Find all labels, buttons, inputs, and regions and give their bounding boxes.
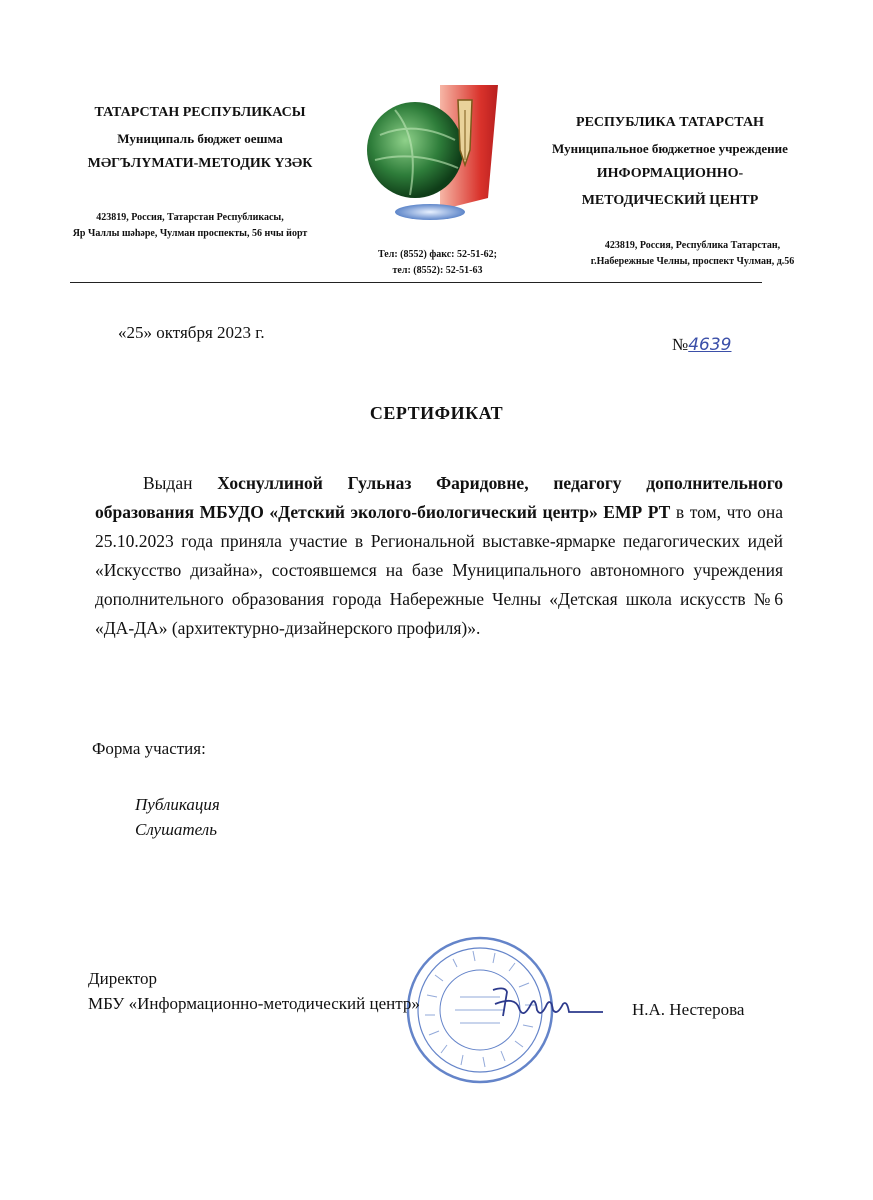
signatory-title: Директор: [88, 969, 157, 988]
header-right: [520, 110, 820, 214]
header-left-republic: ТАТАРСТАН РЕСПУБЛИКАСЫ: [94, 105, 306, 120]
header-left-org-name: МӘГЪЛҮМАТИ-МЕТОДИК ҮЗӘК: [87, 156, 313, 172]
document-date: «25» октября 2023 г.: [118, 323, 265, 342]
director-signature: [485, 978, 605, 1028]
organization-logo: [360, 80, 505, 240]
participation-form-label: Форма участия:: [92, 739, 206, 758]
document-title: СЕРТИФИКАТ: [369, 403, 504, 423]
number-handwritten: 4639: [688, 335, 732, 355]
participation-item: Слушатель: [135, 820, 217, 839]
header-right-org-name-2: МЕТОДИЧЕСКИЙ ЦЕНТР: [581, 192, 759, 208]
header-right-org-type: Муниципальное бюджетное учреждение: [552, 140, 788, 156]
phone-fax-line: Тел: (8552) факс: 52-51-62;: [377, 249, 498, 260]
header-phones: [355, 247, 520, 278]
header-right-republic: РЕСПУБЛИКА ТАТАРСТАН: [576, 115, 764, 130]
header-left-address: [40, 210, 340, 241]
header-left: [55, 100, 345, 178]
signatory-position: [88, 966, 420, 1016]
participation-form-list: [135, 792, 220, 842]
header-right-org-name-1: ИНФОРМАЦИОННО-: [596, 166, 744, 182]
participation-item: Публикация: [135, 795, 220, 814]
recipient-name: Хоснуллиной Гульназ Фаридовне, педагогу дополнительного образования МБУДО «Детский эколого-биологический центр» ЕМР РТ: [95, 473, 783, 522]
header-left-address-line1: 423819, Россия, Татарстан Республикасы,: [96, 212, 284, 223]
signatory-organization: МБУ «Информационно-методический центр»: [88, 994, 420, 1013]
phone-line: тел: (8552): 52-51-63: [392, 264, 483, 276]
header-right-address-line2: г.Набережные Челны, проспект Чулман, д.56: [590, 255, 795, 267]
header-left-org-type: Муниципаль бюджет оешма: [117, 130, 283, 146]
body-text: в том, что она 25.10.2023 года приняла участие в Региональной выставке-ярмарке педагогических идей «Искусство дизайна», состоявшемся на базе Муниципального автономного учреждения дополнительного образования города Набережные Челны «Детская школа искусств №6 «ДА-ДА» (архитектурно-дизайнерского профиля)».: [95, 502, 783, 638]
header-right-address-line1: 423819, Россия, Республика Татарстан,: [604, 240, 781, 251]
number-sign: №: [672, 335, 689, 354]
header-divider: [70, 282, 762, 283]
document-number: [672, 335, 732, 355]
header-right-address: [555, 238, 830, 269]
header-left-address-line2: Яр Чаллы шәһәре, Чулман проспекты, 56 нчы йорт: [72, 227, 308, 239]
signatory-name: Н.А. Нестерова: [632, 1000, 745, 1019]
body-intro: Выдан: [143, 473, 218, 493]
certificate-body: [95, 469, 783, 643]
